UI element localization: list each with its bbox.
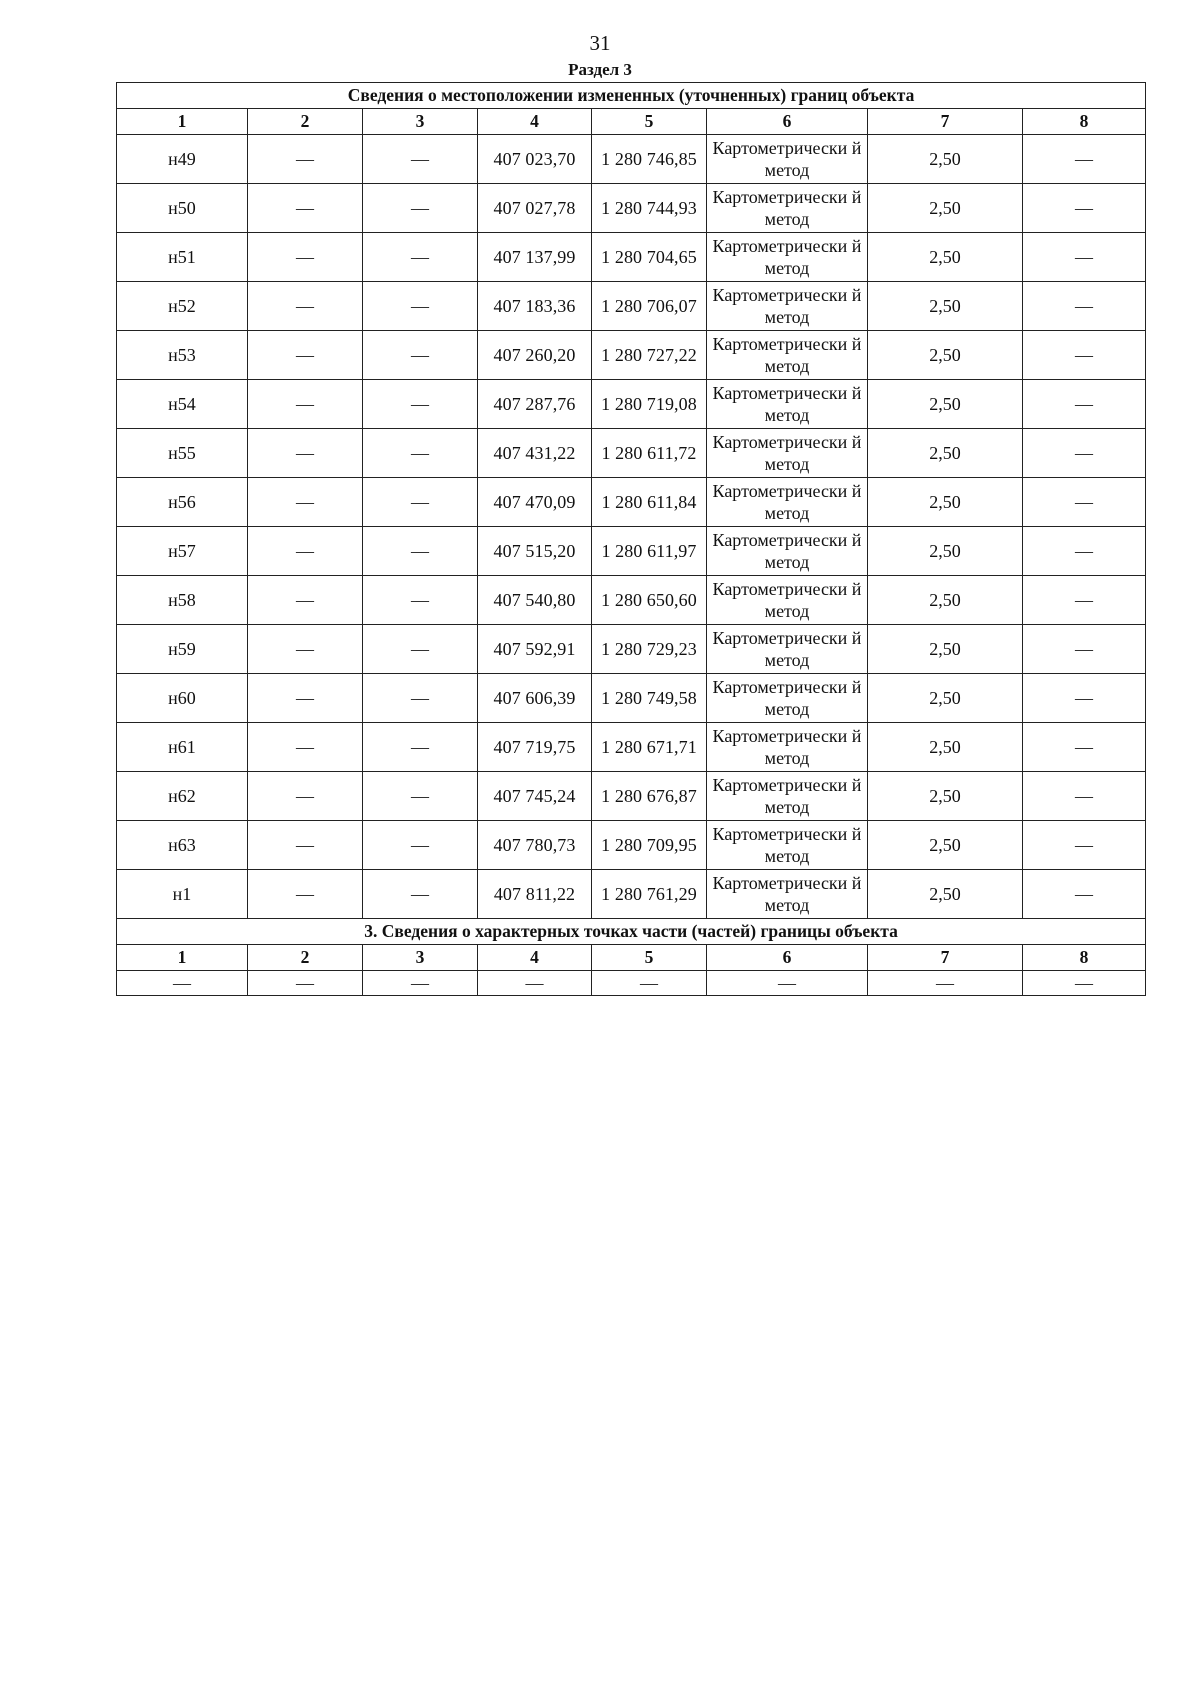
cell-col-2: — bbox=[248, 821, 363, 870]
x-coordinate-cell: 407 183,36 bbox=[478, 282, 592, 331]
column-number-cell: 4 bbox=[478, 945, 592, 971]
accuracy-cell: 2,50 bbox=[868, 380, 1023, 429]
x-coordinate-cell: 407 027,78 bbox=[478, 184, 592, 233]
point-id-cell: н51 bbox=[117, 233, 248, 282]
table-row bbox=[117, 576, 1146, 625]
point-id-cell: н50 bbox=[117, 184, 248, 233]
table-row bbox=[117, 870, 1146, 919]
cell-col-2: — bbox=[248, 429, 363, 478]
method-cell: Картометрически й метод bbox=[707, 772, 868, 821]
table-row bbox=[117, 821, 1146, 870]
column-number-cell: 8 bbox=[1023, 109, 1146, 135]
cell-col-3: — bbox=[363, 429, 478, 478]
x-coordinate-cell: 407 287,76 bbox=[478, 380, 592, 429]
accuracy-cell: 2,50 bbox=[868, 723, 1023, 772]
coordinates-table bbox=[116, 82, 1146, 996]
column-number-cell: 5 bbox=[592, 109, 707, 135]
table-row bbox=[117, 527, 1146, 576]
accuracy-cell: 2,50 bbox=[868, 184, 1023, 233]
accuracy-cell: 2,50 bbox=[868, 527, 1023, 576]
point-id-cell: н60 bbox=[117, 674, 248, 723]
method-cell: Картометрически й метод bbox=[707, 184, 868, 233]
cell-col-8: — bbox=[1023, 870, 1146, 919]
column-number-cell: 3 bbox=[363, 945, 478, 971]
accuracy-cell: 2,50 bbox=[868, 576, 1023, 625]
cell-col-2: — bbox=[248, 282, 363, 331]
cell-col-8: — bbox=[1023, 331, 1146, 380]
cell-col-3: — bbox=[363, 233, 478, 282]
point-id-cell: н63 bbox=[117, 821, 248, 870]
cell-col-3: — bbox=[363, 625, 478, 674]
method-cell: Картометрически й метод bbox=[707, 233, 868, 282]
accuracy-cell: 2,50 bbox=[868, 429, 1023, 478]
cell-col-2: — bbox=[248, 772, 363, 821]
y-coordinate-cell: 1 280 671,71 bbox=[592, 723, 707, 772]
cell-col-3: — bbox=[363, 380, 478, 429]
cell-col-8: — bbox=[1023, 478, 1146, 527]
y-coordinate-cell: 1 280 676,87 bbox=[592, 772, 707, 821]
section-label: Раздел 3 bbox=[568, 60, 632, 79]
cell-col-2: — bbox=[248, 625, 363, 674]
method-cell: Картометрически й метод bbox=[707, 723, 868, 772]
cell-col-3: — bbox=[363, 527, 478, 576]
x-coordinate-cell: 407 745,24 bbox=[478, 772, 592, 821]
point-id-cell: н53 bbox=[117, 331, 248, 380]
cell-col-3: — bbox=[363, 478, 478, 527]
cell-col-3: — bbox=[363, 821, 478, 870]
table-body bbox=[117, 83, 1146, 996]
table2-title-row-cell: 3. Сведения о характерных точках части (частей) границы объекта bbox=[117, 919, 1146, 945]
cell-col-8: — bbox=[1023, 723, 1146, 772]
cell-col-8: — bbox=[1023, 233, 1146, 282]
y-coordinate-cell: 1 280 719,08 bbox=[592, 380, 707, 429]
x-coordinate-cell: 407 260,20 bbox=[478, 331, 592, 380]
table-row bbox=[117, 674, 1146, 723]
method-cell: Картометрически й метод bbox=[707, 527, 868, 576]
x-coordinate-cell: 407 431,22 bbox=[478, 429, 592, 478]
method-cell: Картометрически й метод bbox=[707, 282, 868, 331]
point-id-cell: н54 bbox=[117, 380, 248, 429]
method-cell: Картометрически й метод bbox=[707, 821, 868, 870]
cell-col-3: — bbox=[363, 723, 478, 772]
cell-col-8: — bbox=[1023, 184, 1146, 233]
method-cell: Картометрически й метод bbox=[707, 135, 868, 184]
point-id-cell: н62 bbox=[117, 772, 248, 821]
x-coordinate-cell: 407 592,91 bbox=[478, 625, 592, 674]
table1-column-numbers-row bbox=[117, 109, 1146, 135]
column-number-cell: 2 bbox=[248, 109, 363, 135]
y-coordinate-cell: 1 280 611,72 bbox=[592, 429, 707, 478]
cell-col-3: — bbox=[363, 576, 478, 625]
y-coordinate-cell: 1 280 704,65 bbox=[592, 233, 707, 282]
table-row bbox=[117, 971, 1146, 996]
y-coordinate-cell: 1 280 744,93 bbox=[592, 184, 707, 233]
cell-col-2: — bbox=[248, 527, 363, 576]
x-coordinate-cell: 407 137,99 bbox=[478, 233, 592, 282]
x-coordinate-cell: 407 470,09 bbox=[478, 478, 592, 527]
point-id-cell: н61 bbox=[117, 723, 248, 772]
x-coordinate-cell: 407 540,80 bbox=[478, 576, 592, 625]
cell-col-8: — bbox=[1023, 821, 1146, 870]
method-cell: Картометрически й метод bbox=[707, 576, 868, 625]
table-row bbox=[117, 135, 1146, 184]
empty-cell: — bbox=[707, 971, 868, 996]
column-number-cell: 8 bbox=[1023, 945, 1146, 971]
table2-column-numbers-row bbox=[117, 945, 1146, 971]
table-row bbox=[117, 429, 1146, 478]
table2-title-row bbox=[117, 919, 1146, 945]
point-id-cell: н55 bbox=[117, 429, 248, 478]
cell-col-3: — bbox=[363, 282, 478, 331]
cell-col-8: — bbox=[1023, 429, 1146, 478]
accuracy-cell: 2,50 bbox=[868, 674, 1023, 723]
method-cell: Картометрически й метод bbox=[707, 429, 868, 478]
cell-col-2: — bbox=[248, 674, 363, 723]
empty-cell: — bbox=[868, 971, 1023, 996]
cell-col-3: — bbox=[363, 331, 478, 380]
y-coordinate-cell: 1 280 749,58 bbox=[592, 674, 707, 723]
table-row bbox=[117, 772, 1146, 821]
cell-col-2: — bbox=[248, 723, 363, 772]
y-coordinate-cell: 1 280 727,22 bbox=[592, 331, 707, 380]
empty-cell: — bbox=[592, 971, 707, 996]
accuracy-cell: 2,50 bbox=[868, 282, 1023, 331]
cell-col-2: — bbox=[248, 870, 363, 919]
cell-col-8: — bbox=[1023, 625, 1146, 674]
empty-cell: — bbox=[1023, 971, 1146, 996]
point-id-cell: н1 bbox=[117, 870, 248, 919]
table-row bbox=[117, 478, 1146, 527]
cell-col-8: — bbox=[1023, 282, 1146, 331]
cell-col-2: — bbox=[248, 576, 363, 625]
column-number-cell: 3 bbox=[363, 109, 478, 135]
accuracy-cell: 2,50 bbox=[868, 233, 1023, 282]
column-number-cell: 1 bbox=[117, 109, 248, 135]
cell-col-8: — bbox=[1023, 674, 1146, 723]
y-coordinate-cell: 1 280 611,84 bbox=[592, 478, 707, 527]
table-row bbox=[117, 380, 1146, 429]
x-coordinate-cell: 407 719,75 bbox=[478, 723, 592, 772]
point-id-cell: н58 bbox=[117, 576, 248, 625]
cell-col-8: — bbox=[1023, 380, 1146, 429]
point-id-cell: н59 bbox=[117, 625, 248, 674]
cell-col-2: — bbox=[248, 331, 363, 380]
cell-col-8: — bbox=[1023, 772, 1146, 821]
x-coordinate-cell: 407 811,22 bbox=[478, 870, 592, 919]
column-number-cell: 7 bbox=[868, 945, 1023, 971]
empty-cell: — bbox=[478, 971, 592, 996]
column-number-cell: 4 bbox=[478, 109, 592, 135]
column-number-cell: 6 bbox=[707, 109, 868, 135]
x-coordinate-cell: 407 023,70 bbox=[478, 135, 592, 184]
table1-title-row bbox=[117, 83, 1146, 109]
y-coordinate-cell: 1 280 611,97 bbox=[592, 527, 707, 576]
cell-col-2: — bbox=[248, 233, 363, 282]
cell-col-2: — bbox=[248, 135, 363, 184]
empty-cell: — bbox=[363, 971, 478, 996]
point-id-cell: н52 bbox=[117, 282, 248, 331]
x-coordinate-cell: 407 606,39 bbox=[478, 674, 592, 723]
accuracy-cell: 2,50 bbox=[868, 772, 1023, 821]
table-row bbox=[117, 282, 1146, 331]
accuracy-cell: 2,50 bbox=[868, 821, 1023, 870]
accuracy-cell: 2,50 bbox=[868, 478, 1023, 527]
page-number: 31 bbox=[589, 31, 611, 55]
column-number-cell: 6 bbox=[707, 945, 868, 971]
table-row bbox=[117, 331, 1146, 380]
accuracy-cell: 2,50 bbox=[868, 625, 1023, 674]
cell-col-8: — bbox=[1023, 576, 1146, 625]
column-number-cell: 5 bbox=[592, 945, 707, 971]
cell-col-2: — bbox=[248, 380, 363, 429]
point-id-cell: н56 bbox=[117, 478, 248, 527]
table-row bbox=[117, 184, 1146, 233]
cell-col-3: — bbox=[363, 184, 478, 233]
y-coordinate-cell: 1 280 709,95 bbox=[592, 821, 707, 870]
table-row bbox=[117, 723, 1146, 772]
method-cell: Картометрически й метод bbox=[707, 674, 868, 723]
accuracy-cell: 2,50 bbox=[868, 135, 1023, 184]
accuracy-cell: 2,50 bbox=[868, 870, 1023, 919]
cell-col-3: — bbox=[363, 135, 478, 184]
column-number-cell: 2 bbox=[248, 945, 363, 971]
x-coordinate-cell: 407 515,20 bbox=[478, 527, 592, 576]
y-coordinate-cell: 1 280 706,07 bbox=[592, 282, 707, 331]
method-cell: Картометрически й метод bbox=[707, 331, 868, 380]
method-cell: Картометрически й метод bbox=[707, 478, 868, 527]
cell-col-8: — bbox=[1023, 135, 1146, 184]
cell-col-3: — bbox=[363, 870, 478, 919]
method-cell: Картометрически й метод bbox=[707, 625, 868, 674]
cell-col-8: — bbox=[1023, 527, 1146, 576]
method-cell: Картометрически й метод bbox=[707, 380, 868, 429]
empty-cell: — bbox=[248, 971, 363, 996]
column-number-cell: 7 bbox=[868, 109, 1023, 135]
table1-title-row-cell: Сведения о местоположении измененных (уточненных) границ объекта bbox=[117, 83, 1146, 109]
accuracy-cell: 2,50 bbox=[868, 331, 1023, 380]
cell-col-2: — bbox=[248, 478, 363, 527]
point-id-cell: н49 bbox=[117, 135, 248, 184]
y-coordinate-cell: 1 280 761,29 bbox=[592, 870, 707, 919]
cell-col-3: — bbox=[363, 674, 478, 723]
y-coordinate-cell: 1 280 729,23 bbox=[592, 625, 707, 674]
table-row bbox=[117, 625, 1146, 674]
y-coordinate-cell: 1 280 746,85 bbox=[592, 135, 707, 184]
column-number-cell: 1 bbox=[117, 945, 248, 971]
empty-cell: — bbox=[117, 971, 248, 996]
method-cell: Картометрически й метод bbox=[707, 870, 868, 919]
x-coordinate-cell: 407 780,73 bbox=[478, 821, 592, 870]
table-row bbox=[117, 233, 1146, 282]
cell-col-3: — bbox=[363, 772, 478, 821]
point-id-cell: н57 bbox=[117, 527, 248, 576]
cell-col-2: — bbox=[248, 184, 363, 233]
y-coordinate-cell: 1 280 650,60 bbox=[592, 576, 707, 625]
